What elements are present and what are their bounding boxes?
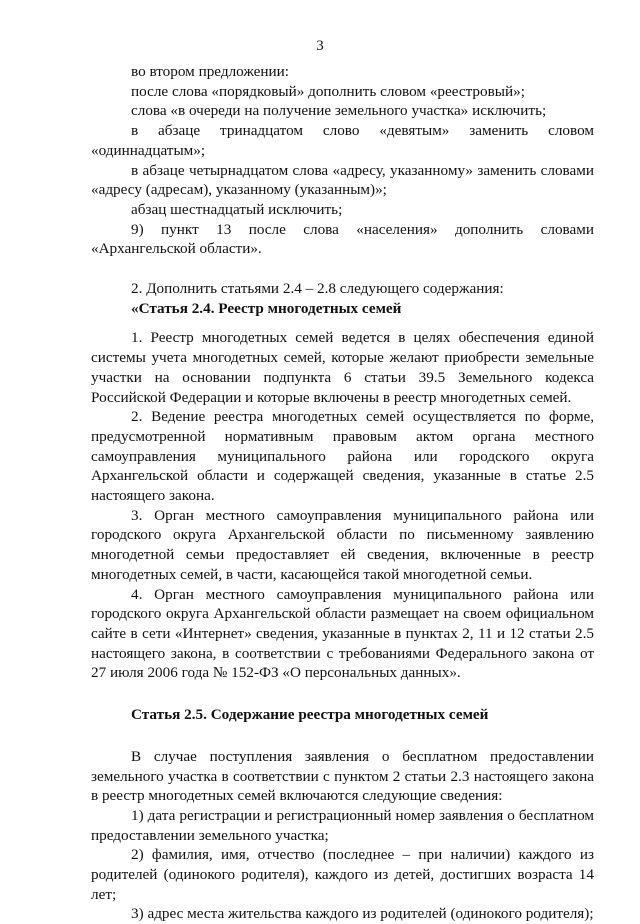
article-paragraph: 4. Орган местного самоуправления муниципального района или городского округа Архангельской области размещает на своем официальном сайте в сети «Интернет» сведения, указанные в пунктах 2, 11 и 12 статьи 2.5 настоящего закона, в соответствии с требованиями Федерального закона от 27 июля 2006 года № 152-ФЗ «О персональных данных». [91,585,594,682]
article-2-4-title: Статья 2.4. Реестр многодетных семей [138,299,402,317]
amendments-block [91,62,594,259]
section-intro: 2. Дополнить статьями 2.4 – 2.8 следующего содержания: [131,280,504,298]
article-2-4-body [91,328,594,683]
spacer [91,725,594,747]
amendment-line: после слова «порядковый» дополнить словом «реестровый»; [131,82,525,100]
amendment-line: слова «в очереди на получение земельного участка» исключить; [131,102,547,120]
article-paragraph: 1. Реестр многодетных семей ведется в целях обеспечения единой системы учета многодетных семей, которые желают приобрести земельные участки на основании подпункта 6 статьи 39.5 Земельного кодекса Российской Федерации и которые включены в реестр многодетных семей. [91,329,594,406]
amendment-line: во втором предложении: [131,63,290,80]
article-2-5-heading: Статья 2.5. Содержание реестра многодетных семей [131,706,489,724]
quote-mark: « [131,299,139,317]
amendment-line: в абзаце тринадцатом слово «девятым» заменить словом «одиннадцатым»; [91,122,594,159]
list-item: 3) адрес места жительства каждого из родителей (одинокого родителя); [131,905,594,923]
article-2-4-heading [91,299,594,319]
document-body [91,62,594,924]
article-paragraph: 2. Ведение реестра многодетных семей осуществляется по форме, предусмотренной нормативным правовым актом органа местного самоуправления муниципального района или городского округа Архангельской области и содержащей сведения, указанные в статье 2.5 настоящего закона. [91,408,594,505]
amendment-line: 9) пункт 13 после слова «населения» дополнить словами «Архангельской области». [91,220,594,258]
article-2-5-body [91,747,594,924]
spacer [91,259,594,279]
amendment-line: абзац шестнадцатый исключить; [131,200,343,218]
article-paragraph: 3. Орган местного самоуправления муниципального района или городского округа Архангельской области по письменному заявлению многодетной семьи предоставляет ей сведения, включенные в реестр многодетных семей, в части, касающейся такой многодетной семьи. [91,506,594,583]
list-item: 1) дата регистрации и регистрационный номер заявления о бесплатном предоставлении земельного участка; [91,806,594,844]
spacer [91,318,594,328]
spacer [91,683,594,705]
page-number: 3 [316,38,324,54]
amendment-line: в абзаце четырнадцатом слова «адресу, указанному» заменить словами «адресу (адресам), указанному (указанным)»; [91,161,594,199]
list-item: 2) фамилия, имя, отчество (последнее – при наличии) каждого из родителей (одинокого родителя), каждого из детей, достигших возраста 14 лет; [91,846,594,903]
article-intro: В случае поступления заявления о бесплатном предоставлении земельного участка в соответствии с пунктом 2 статьи 2.3 настоящего закона в реестр многодетных семей включаются следующие сведения: [91,747,594,805]
